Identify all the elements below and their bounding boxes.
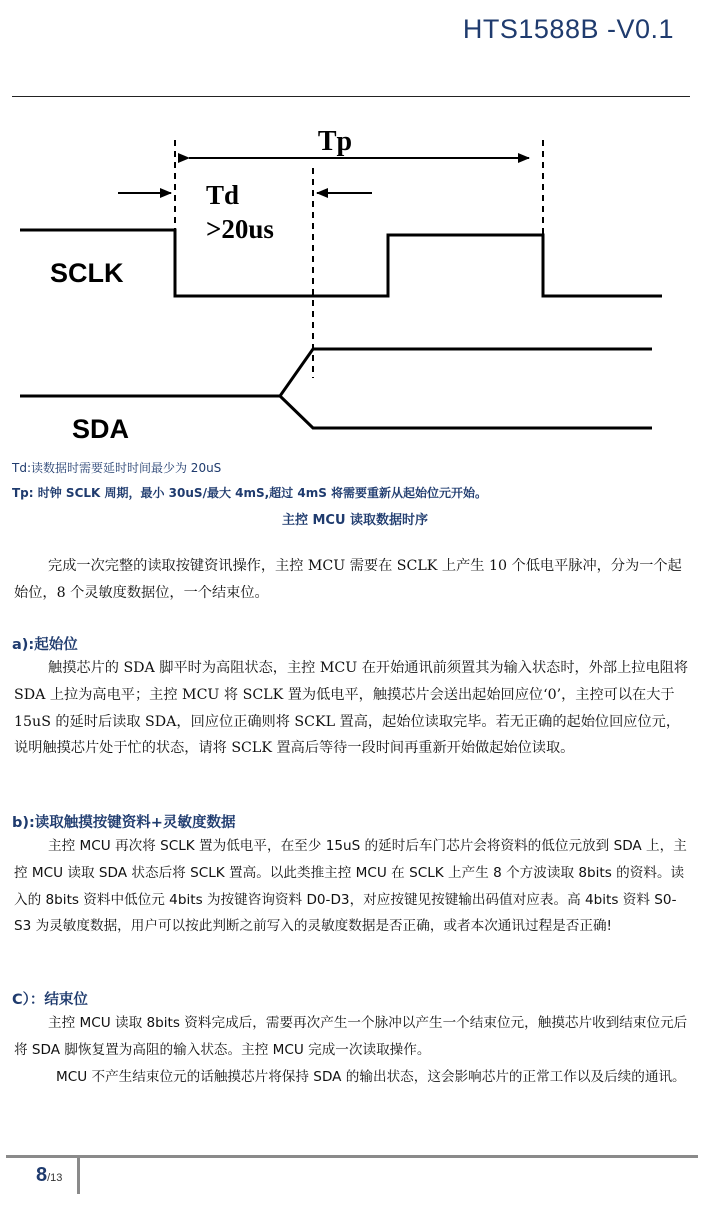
section-a-text: 触摸芯片的 SDA 脚平时为高阻状态，主控 MCU 在开始通讯前须置其为输入状态时，外部上拉电阻将 SDA 上拉为高电平；主控 MCU 将 SCLK 置为低电平，触摸芯片会送出起始回应位‘0’，主控可以在大于 15uS 的延时后读取 SDA，回应位正确则将 SCKL 置高，起始位读取完毕。若无正确的起始位回应位元，说明触摸芯片处于忙的状态，请将 SCLK 置高后等待一段时间再重新开始做起始位读取。: [14, 660, 689, 757]
section-a-heading: a):起始位: [12, 637, 78, 653]
sda-waveform: [20, 349, 652, 396]
section-c-paragraph: [14, 1010, 692, 1064]
timing-diagram: [0, 108, 710, 453]
td-note: Td:读数据时需要延时时间最少为 20uS: [12, 461, 222, 475]
sda-label: SDA: [72, 414, 130, 444]
figure-caption: 主控 MCU 读取数据时序: [281, 513, 429, 528]
page-total: /13: [47, 1172, 63, 1184]
td-label: Td: [206, 180, 240, 210]
section-b-heading: b):读取触摸按键资料+灵敏度数据: [12, 815, 236, 831]
section-c-note-text: MCU 不产生结束位元的话触摸芯片将保持 SDA 的输出状态，这会影响芯片的正常工作以及后续的通讯。: [56, 1069, 686, 1085]
section-b-paragraph: [14, 833, 692, 940]
footer-divider: [77, 1158, 80, 1194]
intro-paragraph: [14, 553, 692, 607]
tp-note: Tp: 时钟 SCLK 周期，最小 30uS/最大 4mS,超过 4mS 将需要重新从起始位元开始。: [12, 486, 488, 500]
document-title: HTS1588B -V0.1: [462, 14, 674, 44]
tp-label: Tp: [317, 126, 353, 157]
section-c-note: [14, 1064, 692, 1091]
page-number: [36, 1164, 62, 1187]
sda-waveform-low-branch: [280, 396, 652, 428]
td-value-label: >20us: [206, 214, 274, 244]
section-c-heading: C）：结束位: [12, 992, 88, 1008]
intro-text: 完成一次完整的读取按键资讯操作，主控 MCU 需要在 SCLK 上产生 10 个低电平脉冲，分为一个起始位，8 个灵敏度数据位，一个结束位。: [14, 558, 682, 601]
sclk-label: SCLK: [50, 258, 124, 288]
section-b-text: 主控 MCU 再次将 SCLK 置为低电平，在至少 15uS 的延时后车门芯片会将资料的低位元放到 SDA 上，主控 MCU 读取 SDA 状态后将 SCLK 置高。以此类推主控 MCU 在 SCLK 上产生 8 个方波读取 8bits 的资料。读入的 8bits 资料中低位元 4bits 为按键咨询资料 D0-D3，对应按键见按键输出码值对应表。高 4bits 资料 S0-S3 为灵敏度数据，用户可以按此判断之前写入的灵敏度数据是否正确，或者本次通讯过程是否正确!: [14, 838, 687, 935]
header-rule: [12, 96, 690, 97]
footer-rule: [6, 1155, 698, 1158]
section-c-text: 主控 MCU 读取 8bits 资料完成后，需要再次产生一个脉冲以产生一个结束位元，触摸芯片收到结束位元后将 SDA 脚恢复置为高阻的输入状态。主控 MCU 完成一次读取操作。: [14, 1015, 688, 1058]
section-a-paragraph: [14, 655, 692, 762]
page-current: 8: [36, 1164, 48, 1186]
